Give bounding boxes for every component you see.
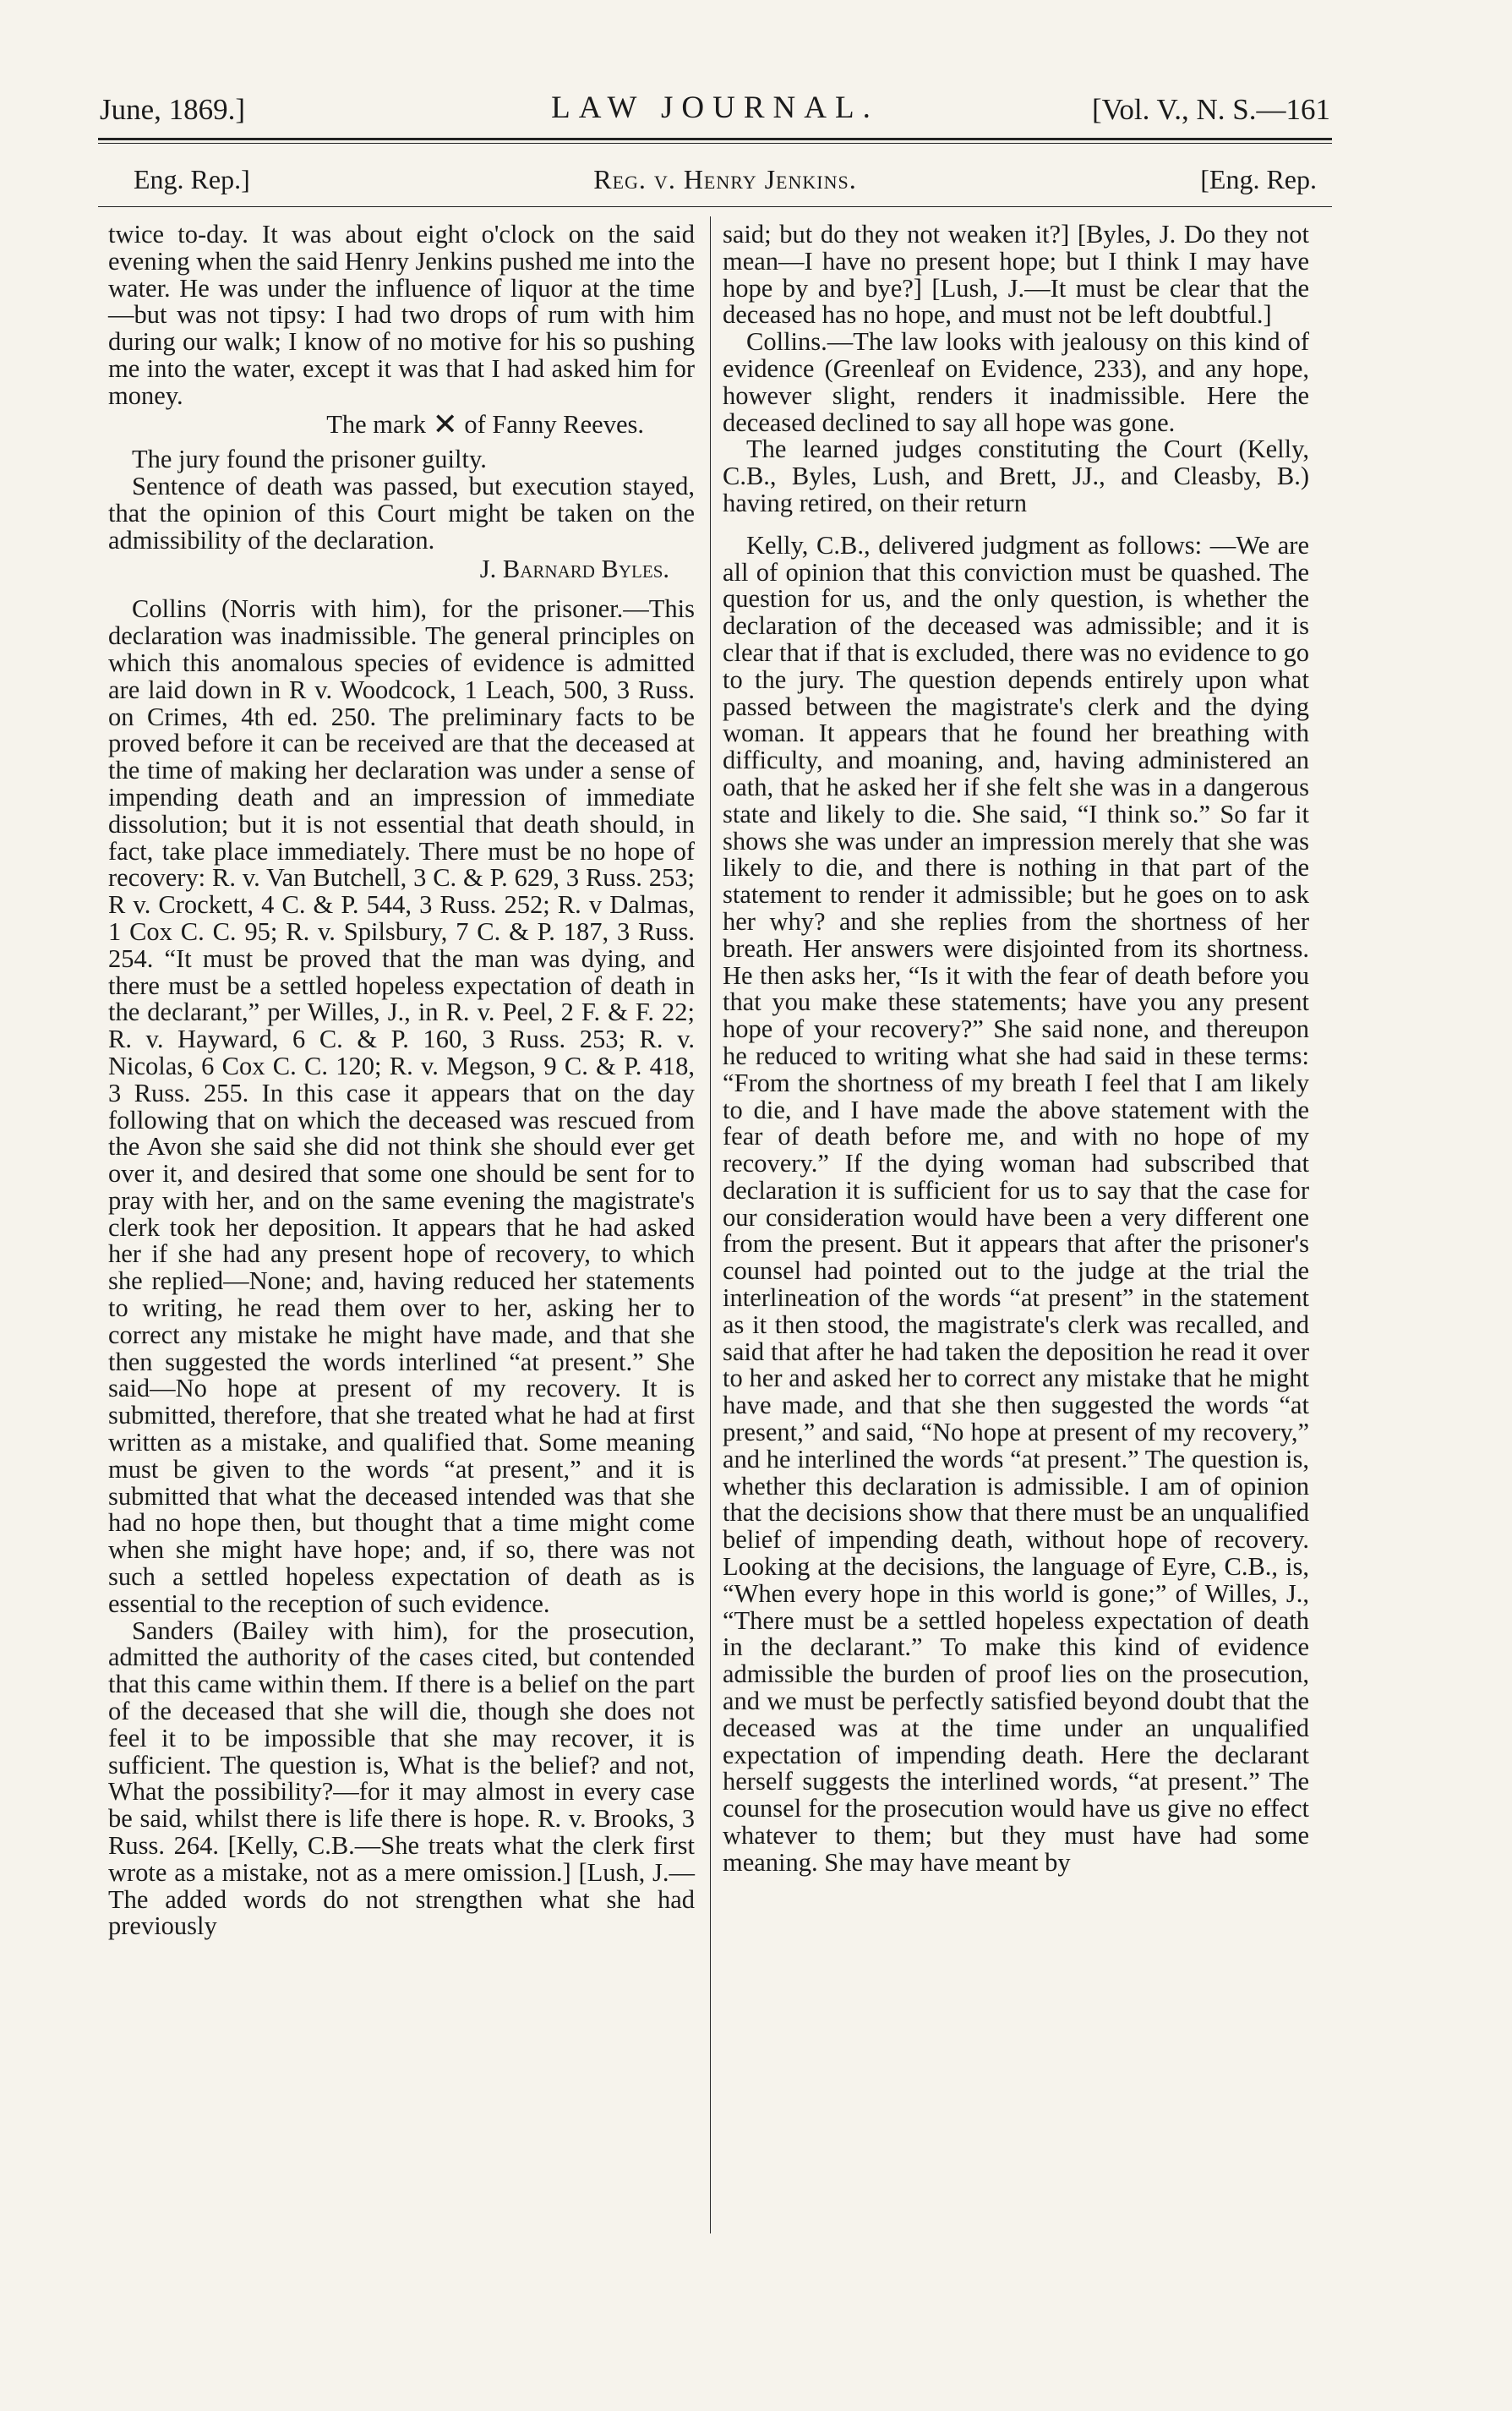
mark-suffix: of Fanny Reeves.: [464, 409, 644, 439]
judges-retire-paragraph: The learned judges constituting the Court (Kelly, C.B., Byles, Lush, and Brett, JJ., and Cleasby, B.) having retired, on their return: [723, 435, 1309, 517]
report-left: Eng. Rep.]: [134, 164, 250, 194]
right-column: [723, 221, 1309, 1877]
prosecution-argument: Sanders (Bailey with him), for the prosecution, admitted the authority of the cases cited, but contended that this came within them. If there is a belief on the part of the deceased that she will die, though she does not feel it to be impossible that she may recover, it is sufficient. The question is, What is the belief? and not, What the possibility?—for it may almost in every case be said, whilst there is life there is hope. R. v. Brooks, 3 Russ. 264. [Kelly, C.B.—She treats what the clerk first wrote as a mistake, not as a mere omission.] [Lush, J.—The added words do not strengthen what she had previously: [108, 1616, 695, 1941]
case-title: Reg. v. Henry Jenkins.: [593, 164, 857, 194]
header-rule-thick: [98, 138, 1332, 140]
judgment-paragraph: Kelly, C.B., delivered judgment as follows: —We are all of opinion that this conviction must be quashed. The question for us, and the only question, is whether the declaration of the deceased was admissible; and it is clear that if that is excluded, there was no evidence to go to the jury. The question depends entirely upon what passed between the magistrate's clerk and the dying woman. It appears that he found her breathing with difficulty, and moaning, and, having administered an oath, that he asked her if she felt she was in a dangerous state and likely to die. She said, “I think so.” So far it shows she was under an impression merely that she was likely to die, and there is nothing in that part of the statement to render it admissible; but he goes on to ask her why? and she replies from the shortness of her breath. Her answers were disjointed from its shortness. He then asks her, “Is it with the fear of death before you that you make these statements; have you any present hope of your recovery?” She said none, and thereupon he reduced to writing what she had said in these terms: “From the shortness of my breath I feel that I am likely to die, and I have made the above statement with the fear of death before me, and with no hope of my recovery.” If the dying woman had subscribed that declaration it is sufficient for us to say that the case for our consideration would have been a very different one from the present. But it appears that after the prisoner's counsel had pointed out to the judge at the trial the interlineation of the words “at present” in the statement as it then stood, the magistrate's clerk was recalled, and said that after he had taken the deposition he read it over to her and asked her to correct any mistake that he might have made, and that she then suggested the words “at present,” and said, “No hope at present of my recovery,” and he interlined the words “at present.” The question is, whether this declaration is admissible. I am of opinion that the decisions show that there must be an unqualified belief of impending death, without hope of recovery. Looking at the decisions, the language of Eyre, C.B., is, “When every hope in this world is gone;” of Willes, J., “There must be a settled hopeless expectation of death in the declarant.” To make this kind of evidence admissible the burden of proof lies on the prosecution, and we must be perfectly satisfied beyond doubt that the deceased was at the time under an unqualified expectation of impending death. Here the declarant herself suggests the interlined words, “at present.” The counsel for the prosecution would have us give no effect whatever to them; but they must have had some meaning. She may have meant by: [723, 530, 1309, 1877]
case-header: [134, 156, 1317, 198]
subheader-rule: [98, 206, 1332, 207]
judge-signature: J. Barnard Byles.: [479, 554, 669, 583]
column-divider: [710, 216, 711, 2233]
verdict-paragraph: The jury found the prisoner guilty.: [132, 445, 487, 474]
bench-interjection: said; but do they not weaken it?] [Byles, J. Do they not mean—I have no present hope; but I think I may have hope by and bye?] [Lush, J.—It must be clear that the deceased has no hope, and must not be left doubtful.]: [723, 220, 1309, 330]
mark-prefix: The mark: [326, 409, 426, 439]
sentence-paragraph: Sentence of death was passed, but execution stayed, that the opinion of this Court might be taken on the admissibility of the declaration.: [108, 472, 695, 555]
reply-paragraph: Collins.—The law looks with jealousy on this kind of evidence (Greenleaf on Evidence, 233), and any hope, however slight, renders it inadmissible. Here the deceased declined to say all hope was gone.: [723, 327, 1309, 437]
header-date: June, 1869.]: [100, 93, 246, 126]
defence-argument: Collins (Norris with him), for the prisoner.—This declaration was inadmissible. The general principles on which this anomalous species of evidence is admitted are laid down in R v. Woodcock, 1 Leach, 500, 3 Russ. on Crimes, 4th ed. 250. The preliminary facts to be proved before it can be received are that the deceased at the time of making her declaration was under a sense of impending death and an impression of immediate dissolution; but it is not essential that death should, in fact, take place immediately. There must be no hope of recovery: R. v. Van Butchell, 3 C. & P. 629, 3 Russ. 253; R v. Crockett, 4 C. & P. 544, 3 Russ. 252; R. v Dalmas, 1 Cox C. C. 95; R. v. Spilsbury, 7 C. & P. 187, 3 Russ. 254. “It must be proved that the man was dying, and there must be a settled hopeless expectation of death in the declarant,” per Willes, J., in R. v. Peel, 2 F. & F. 22; R. v. Hayward, 6 C. & P. 160, 3 Russ. 253; R. v. Nicolas, 6 Cox C. C. 120; R. v. Megson, 9 C. & P. 418, 3 Russ. 255. In this case it appears that on the day following that on which the deceased was rescued from the Avon she said she did not think she should ever get over it, and desired that some one should be sent for to pray with her, and on the same evening the magistrate's clerk took her deposition. It appears that he had asked her if she had any present hope of recovery, to which she replied—None; and, having reduced her statements to writing, he read them over to her, asking her to correct any mistake he might have made, and that she then suggested the words interlined “at present.” She said—No hope at present of my recovery. It is submitted, therefore, that she treated what he had at first written as a mistake, and qualified that. Some meaning must be given to the words “at present,” and it is submitted that what the deceased intended was that she had no hope then, but thought that a time might come when she might have hope; and, if so, there was not such a settled hopeless expectation of death as is essential to the reception of such evidence.: [108, 594, 695, 1618]
cross-mark-icon: ✕: [432, 407, 458, 441]
header-rule-thin: [98, 143, 1332, 144]
journal-title: LAW JOURNAL.: [551, 90, 879, 125]
left-column: [108, 221, 695, 1940]
report-right: [Eng. Rep.: [1200, 164, 1317, 194]
mark-line: [108, 407, 695, 441]
testimony-paragraph: twice to-day. It was about eight o'clock on the said evening when the said Henry Jenkins pushed me into the water. He was under the influence of liquor at the time—but was not tipsy: I had two drops of rum with him during our walk; I know of no motive for his so pushing me into the water, except it was that I had asked him for money.: [108, 220, 695, 410]
running-header: [100, 85, 1330, 128]
volume-page: [Vol. V., N. S.—161: [1091, 93, 1330, 126]
